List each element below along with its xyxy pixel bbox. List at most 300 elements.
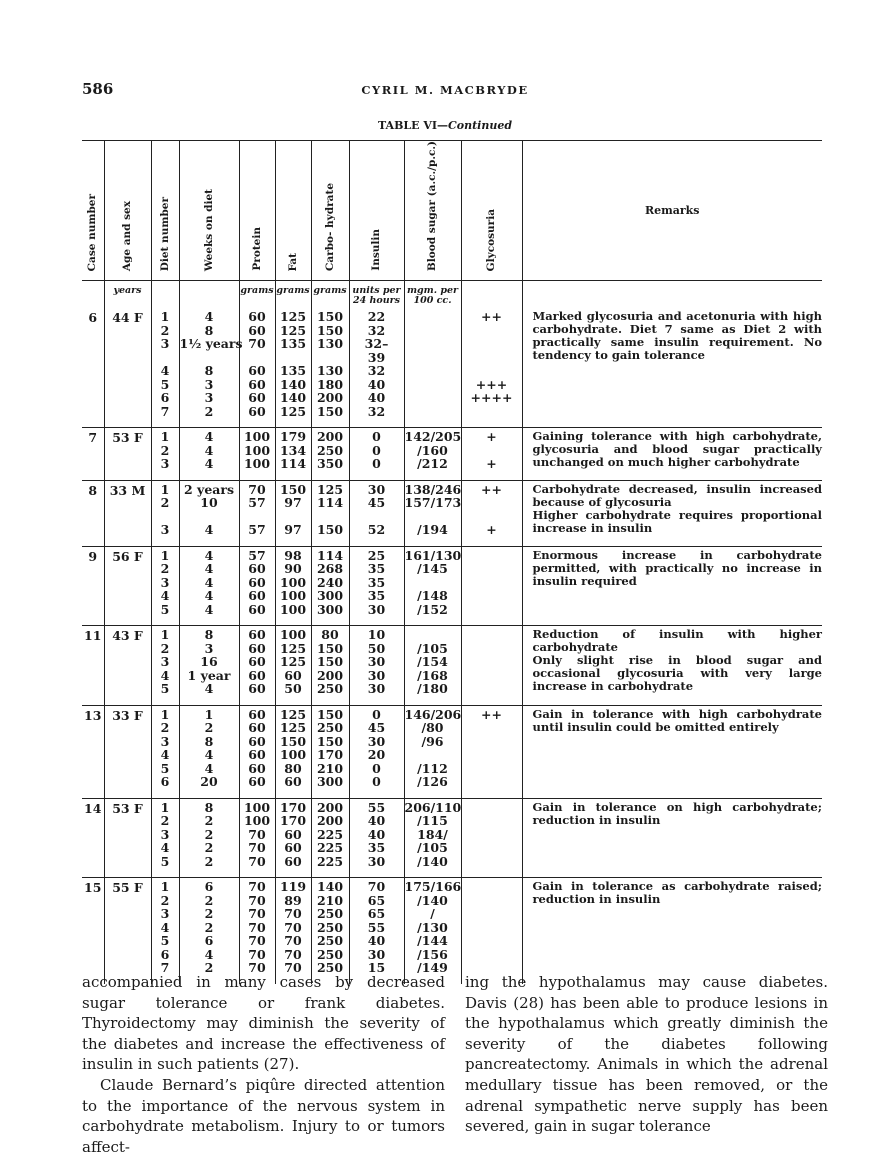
value-weeks: 3 xyxy=(204,390,214,406)
value-carb: 200 xyxy=(316,813,344,829)
value-bs: 146/206 xyxy=(404,706,462,722)
value-carb: 300 xyxy=(316,588,344,604)
value-fat: 114 xyxy=(279,456,307,472)
case-number: 14 xyxy=(82,798,104,878)
value-bs: /180 xyxy=(417,681,448,697)
column-header-label: Case number xyxy=(86,193,99,272)
cell-diet xyxy=(151,546,179,626)
value-diet: 1 xyxy=(160,799,170,815)
value-carb: 150 xyxy=(316,654,344,670)
value-gly: + xyxy=(486,522,497,538)
value-diet: 2 xyxy=(160,322,170,338)
case-number: 6 xyxy=(82,308,104,428)
value-bs: 175/166 xyxy=(404,879,462,895)
cell-fat xyxy=(275,798,311,878)
table-caption xyxy=(0,119,890,132)
value-weeks: 1½ years xyxy=(179,336,243,352)
value-protein: 60 xyxy=(248,720,266,736)
unit-label xyxy=(522,281,822,309)
cell-carb xyxy=(311,480,349,546)
value-diet: 4 xyxy=(160,747,170,763)
value-protein: 60 xyxy=(248,390,266,406)
cell-bs xyxy=(404,546,461,626)
value-gly xyxy=(462,855,522,869)
value-insulin: 45 xyxy=(367,720,386,736)
column-header-label: Carbo- hydrate xyxy=(323,183,336,272)
cell-fat xyxy=(275,480,311,546)
value-fat: 70 xyxy=(284,906,302,922)
value-gly xyxy=(462,324,522,338)
value-diet: 1 xyxy=(160,547,170,563)
value-bs: 184/ xyxy=(417,826,448,842)
value-weeks: 4 xyxy=(204,574,214,590)
value-weeks: 2 xyxy=(204,403,214,419)
cell-diet xyxy=(151,798,179,878)
value-insulin: 40 xyxy=(367,813,386,829)
remark: Marked glycosuria and acetonuria with high carbohydrate. Diet 7 same as Diet 2 with practically same insulin requirement. No tendency to gain tolerance xyxy=(532,309,822,363)
value-diet: 3 xyxy=(160,733,170,749)
value-bs: 142/205 xyxy=(404,429,462,445)
value-weeks: 10 xyxy=(200,495,218,511)
value-fat: 125 xyxy=(279,706,307,722)
value-bs: /149 xyxy=(417,960,448,976)
value-carb: 268 xyxy=(316,561,344,577)
value-protein: 60 xyxy=(248,747,266,763)
cell-carb xyxy=(311,428,349,481)
cell-bs xyxy=(404,798,461,878)
value-diet: 2 xyxy=(160,442,170,458)
value-carb: 250 xyxy=(316,906,344,922)
value-fat: 125 xyxy=(279,322,307,338)
unit-label xyxy=(82,281,104,309)
value-fat: 125 xyxy=(279,309,307,325)
unit-label: units per 24 hours xyxy=(349,281,404,309)
cell-carb xyxy=(311,546,349,626)
value-fat: 60 xyxy=(284,826,302,842)
value-protein: 70 xyxy=(248,840,266,856)
cell-fat xyxy=(275,626,311,706)
value-diet: 1 xyxy=(160,309,170,325)
unit-label: grams xyxy=(275,281,311,309)
value-insulin: 52 xyxy=(367,522,386,538)
cell-carb xyxy=(311,308,349,428)
column-header-label: Diet number xyxy=(158,196,171,272)
cell-fat xyxy=(275,428,311,481)
cell-insulin xyxy=(349,428,404,481)
case-number: 9 xyxy=(82,546,104,626)
value-carb xyxy=(312,351,349,365)
value-carb: 250 xyxy=(316,946,344,962)
value-fat: 179 xyxy=(279,429,307,445)
age-sex: 44 F xyxy=(104,308,151,428)
value-bs: /148 xyxy=(417,588,448,604)
cell-protein xyxy=(239,308,275,428)
value-fat: 170 xyxy=(279,813,307,829)
value-weeks: 2 xyxy=(204,813,214,829)
value-insulin: 55 xyxy=(367,799,386,815)
value-fat: 100 xyxy=(279,747,307,763)
value-gly xyxy=(462,801,522,815)
value-diet: 5 xyxy=(160,853,170,869)
value-fat: 70 xyxy=(284,919,302,935)
unit-label xyxy=(151,281,179,309)
value-carb: 80 xyxy=(321,627,339,643)
value-carb: 150 xyxy=(316,733,344,749)
value-gly: ++ xyxy=(481,706,502,722)
value-bs xyxy=(405,391,461,405)
value-bs: /126 xyxy=(417,774,448,790)
value-weeks: 2 xyxy=(204,720,214,736)
value-protein: 70 xyxy=(248,853,266,869)
value-carb: 250 xyxy=(316,933,344,949)
value-insulin: 32 xyxy=(367,403,386,419)
column-header-label: Age and sex xyxy=(121,200,133,272)
value-diet: 7 xyxy=(160,960,170,976)
value-protein: 60 xyxy=(248,588,266,604)
value-protein: 60 xyxy=(248,760,266,776)
value-fat: 140 xyxy=(279,390,307,406)
value-gly xyxy=(462,828,522,842)
value-fat: 90 xyxy=(284,561,302,577)
value-protein: 70 xyxy=(248,481,266,497)
value-bs: 138/246 xyxy=(404,481,462,497)
cell-fat xyxy=(275,878,311,984)
cell-bs xyxy=(404,705,461,798)
value-fat: 70 xyxy=(284,933,302,949)
value-fat: 135 xyxy=(279,336,307,352)
value-protein: 60 xyxy=(248,561,266,577)
cell-fat xyxy=(275,308,311,428)
value-weeks: 16 xyxy=(200,654,218,670)
value-fat: 97 xyxy=(284,495,302,511)
value-gly xyxy=(462,841,522,855)
value-protein: 100 xyxy=(243,813,271,829)
cell-weeks xyxy=(179,308,243,428)
value-carb: 114 xyxy=(316,547,344,563)
column-header xyxy=(104,141,151,281)
column-header xyxy=(311,141,349,281)
value-gly xyxy=(462,628,522,642)
value-bs: /96 xyxy=(421,733,444,749)
cell-bs xyxy=(404,480,461,546)
value-carb: 300 xyxy=(316,774,344,790)
value-gly: ++ xyxy=(481,309,502,325)
value-protein: 70 xyxy=(248,933,266,949)
value-insulin: 45 xyxy=(367,495,386,511)
value-gly xyxy=(462,510,522,524)
remarks-cell xyxy=(522,626,822,706)
value-gly xyxy=(462,337,522,351)
table-caption-suffix: Continued xyxy=(448,119,513,132)
value-protein xyxy=(240,510,275,524)
value-insulin: 32 xyxy=(367,322,386,338)
value-fat: 60 xyxy=(284,667,302,683)
value-fat: 125 xyxy=(279,640,307,656)
value-bs: /140 xyxy=(417,853,448,869)
value-diet xyxy=(152,351,179,365)
value-insulin: 40 xyxy=(367,376,386,392)
value-diet: 4 xyxy=(160,840,170,856)
value-protein: 60 xyxy=(248,654,266,670)
value-weeks: 4 xyxy=(204,588,214,604)
value-bs xyxy=(405,364,461,378)
value-gly xyxy=(462,682,522,696)
value-protein: 57 xyxy=(248,522,266,538)
value-carb: 200 xyxy=(316,390,344,406)
value-diet: 1 xyxy=(160,429,170,445)
value-fat: 60 xyxy=(284,840,302,856)
value-gly xyxy=(462,814,522,828)
value-gly xyxy=(462,405,522,419)
value-gly xyxy=(462,880,522,894)
cell-insulin xyxy=(349,705,404,798)
value-protein: 60 xyxy=(248,601,266,617)
cell-gly xyxy=(461,546,522,626)
running-head: CYRIL M. MACBRYDE xyxy=(361,83,529,97)
value-carb: 130 xyxy=(316,336,344,352)
value-insulin: 30 xyxy=(367,853,386,869)
value-gly xyxy=(462,642,522,656)
value-protein: 70 xyxy=(248,336,266,352)
value-insulin: 35 xyxy=(367,588,386,604)
value-weeks: 3 xyxy=(204,640,214,656)
value-protein: 60 xyxy=(248,403,266,419)
value-bs: /152 xyxy=(417,601,448,617)
value-fat: 97 xyxy=(284,522,302,538)
value-diet: 2 xyxy=(160,561,170,577)
value-insulin: 32– xyxy=(364,336,389,352)
value-diet: 3 xyxy=(160,654,170,670)
value-carb: 180 xyxy=(316,376,344,392)
value-gly xyxy=(462,603,522,617)
value-diet: 5 xyxy=(160,601,170,617)
cell-protein xyxy=(239,626,275,706)
value-bs: /194 xyxy=(417,522,448,538)
column-header xyxy=(349,141,404,281)
value-weeks: 4 xyxy=(204,760,214,776)
value-gly: ++++ xyxy=(470,390,513,406)
value-gly xyxy=(462,907,522,921)
cell-weeks xyxy=(179,705,239,798)
value-fat: 125 xyxy=(279,403,307,419)
value-fat: 89 xyxy=(284,892,302,908)
value-carb: 150 xyxy=(316,706,344,722)
value-diet: 3 xyxy=(160,574,170,590)
value-diet: 7 xyxy=(160,403,170,419)
value-weeks: 4 xyxy=(204,309,214,325)
value-diet: 2 xyxy=(160,640,170,656)
age-sex: 53 F xyxy=(104,798,151,878)
value-carb: 250 xyxy=(316,720,344,736)
value-diet: 1 xyxy=(160,706,170,722)
cell-weeks xyxy=(179,480,239,546)
value-carb: 225 xyxy=(316,826,344,842)
value-bs: / xyxy=(430,906,435,922)
value-protein: 60 xyxy=(248,774,266,790)
value-carb: 170 xyxy=(316,747,344,763)
body-paragraph: accompanied in many cases by decreased sugar tolerance or frank diabetes. Thyroidectomy may diminish the severity of the diabetes and increase the effectiveness of insulin in such patients (27). xyxy=(82,973,445,1074)
value-gly xyxy=(462,894,522,908)
value-fat: 70 xyxy=(284,960,302,976)
value-carb: 200 xyxy=(316,667,344,683)
value-diet: 3 xyxy=(160,456,170,472)
value-bs xyxy=(405,351,461,365)
value-gly xyxy=(462,576,522,590)
value-insulin: 30 xyxy=(367,601,386,617)
value-bs xyxy=(405,748,461,762)
cell-insulin xyxy=(349,878,404,984)
column-header-label: Insulin xyxy=(370,229,382,272)
case-row xyxy=(82,480,822,546)
value-weeks: 20 xyxy=(200,774,218,790)
value-diet: 5 xyxy=(160,681,170,697)
value-weeks: 8 xyxy=(204,627,214,643)
value-diet: 2 xyxy=(160,813,170,829)
value-insulin: 55 xyxy=(367,919,386,935)
value-bs: /112 xyxy=(417,760,448,776)
value-weeks: 1 year xyxy=(187,667,231,683)
cell-weeks xyxy=(179,878,239,984)
value-protein: 70 xyxy=(248,906,266,922)
value-gly xyxy=(462,351,522,365)
value-weeks: 4 xyxy=(204,547,214,563)
value-weeks: 4 xyxy=(204,456,214,472)
case-row xyxy=(82,428,822,481)
value-protein: 60 xyxy=(248,640,266,656)
value-protein: 60 xyxy=(248,627,266,643)
cell-carb xyxy=(311,626,349,706)
value-bs: /160 xyxy=(417,442,448,458)
value-weeks: 4 xyxy=(204,442,214,458)
value-insulin: 30 xyxy=(367,681,386,697)
unit-label xyxy=(179,281,239,309)
value-protein: 70 xyxy=(248,826,266,842)
remark: Gain in tolerance with high carbohydrate until insulin could be omitted entirely xyxy=(532,706,822,734)
value-fat: 80 xyxy=(284,760,302,776)
value-protein: 57 xyxy=(248,495,266,511)
value-carb: 200 xyxy=(316,799,344,815)
value-fat: 150 xyxy=(279,481,307,497)
value-protein: 70 xyxy=(248,879,266,895)
value-diet: 5 xyxy=(160,760,170,776)
value-weeks: 2 years xyxy=(184,481,234,497)
value-carb: 240 xyxy=(316,574,344,590)
value-weeks: 4 xyxy=(204,429,214,445)
value-weeks: 8 xyxy=(204,733,214,749)
cell-insulin xyxy=(349,480,404,546)
cell-gly xyxy=(461,626,522,706)
value-insulin: 30 xyxy=(367,667,386,683)
value-insulin: 70 xyxy=(367,879,386,895)
case-row xyxy=(82,308,822,428)
value-insulin: 65 xyxy=(367,892,386,908)
value-weeks: 2 xyxy=(204,853,214,869)
value-fat xyxy=(276,351,311,365)
value-gly: + xyxy=(486,429,497,445)
value-diet: 2 xyxy=(160,495,170,511)
value-protein: 60 xyxy=(248,574,266,590)
value-diet: 1 xyxy=(160,481,170,497)
value-fat: 60 xyxy=(284,774,302,790)
value-insulin: 30 xyxy=(367,481,386,497)
value-fat: 150 xyxy=(279,733,307,749)
value-bs: /168 xyxy=(417,667,448,683)
value-diet: 3 xyxy=(160,522,170,538)
value-insulin: 30 xyxy=(367,654,386,670)
value-weeks: 4 xyxy=(204,946,214,962)
age-sex: 56 F xyxy=(104,546,151,626)
value-fat: 134 xyxy=(279,442,307,458)
value-bs xyxy=(405,337,461,351)
value-carb xyxy=(312,510,349,524)
value-insulin: 32 xyxy=(367,363,386,379)
case-number: 7 xyxy=(82,428,104,481)
cell-insulin xyxy=(349,308,404,428)
value-diet: 6 xyxy=(160,946,170,962)
cell-carb xyxy=(311,878,349,984)
value-gly xyxy=(462,444,522,458)
value-insulin: 65 xyxy=(367,906,386,922)
value-bs: /80 xyxy=(421,720,444,736)
cell-carb xyxy=(311,705,349,798)
value-protein xyxy=(240,351,275,365)
remark: Enormous increase in carbohydrate permitted, with practically no increase in insulin required xyxy=(532,547,822,588)
cell-protein xyxy=(239,428,275,481)
value-carb: 300 xyxy=(316,601,344,617)
value-bs xyxy=(405,405,461,419)
value-insulin: 40 xyxy=(367,933,386,949)
value-bs: /154 xyxy=(417,654,448,670)
value-diet: 3 xyxy=(160,906,170,922)
value-insulin: 15 xyxy=(367,960,386,976)
value-insulin: 40 xyxy=(367,390,386,406)
value-fat: 100 xyxy=(279,601,307,617)
value-gly xyxy=(462,762,522,776)
value-gly xyxy=(462,721,522,735)
value-gly xyxy=(462,562,522,576)
case-row xyxy=(82,626,822,706)
value-protein: 60 xyxy=(248,363,266,379)
column-header xyxy=(239,141,275,281)
value-gly xyxy=(462,921,522,935)
cell-protein xyxy=(239,878,275,984)
column-header xyxy=(82,141,104,281)
value-weeks: 4 xyxy=(204,561,214,577)
value-protein: 60 xyxy=(248,706,266,722)
value-insulin: 22 xyxy=(367,309,386,325)
age-sex: 33 M xyxy=(104,480,151,546)
cell-bs xyxy=(404,878,461,984)
value-weeks: 2 xyxy=(204,906,214,922)
value-diet: 5 xyxy=(160,376,170,392)
value-weeks: 2 xyxy=(204,840,214,856)
value-fat: 50 xyxy=(284,681,302,697)
value-gly xyxy=(462,496,522,510)
value-insulin: 35 xyxy=(367,574,386,590)
cell-gly xyxy=(461,705,522,798)
value-fat: 170 xyxy=(279,799,307,815)
remark: Gaining tolerance with high carbohydrate, glycosuria and blood sugar practically unchanged on much higher carbohydrate xyxy=(532,429,822,470)
data-table xyxy=(82,140,822,984)
value-gly xyxy=(462,775,522,789)
value-weeks: 4 xyxy=(204,747,214,763)
value-bs: /212 xyxy=(417,456,448,472)
value-protein: 100 xyxy=(243,456,271,472)
cell-weeks xyxy=(179,546,239,626)
value-protein: 70 xyxy=(248,960,266,976)
unit-label: grams xyxy=(311,281,349,309)
value-fat: 125 xyxy=(279,654,307,670)
